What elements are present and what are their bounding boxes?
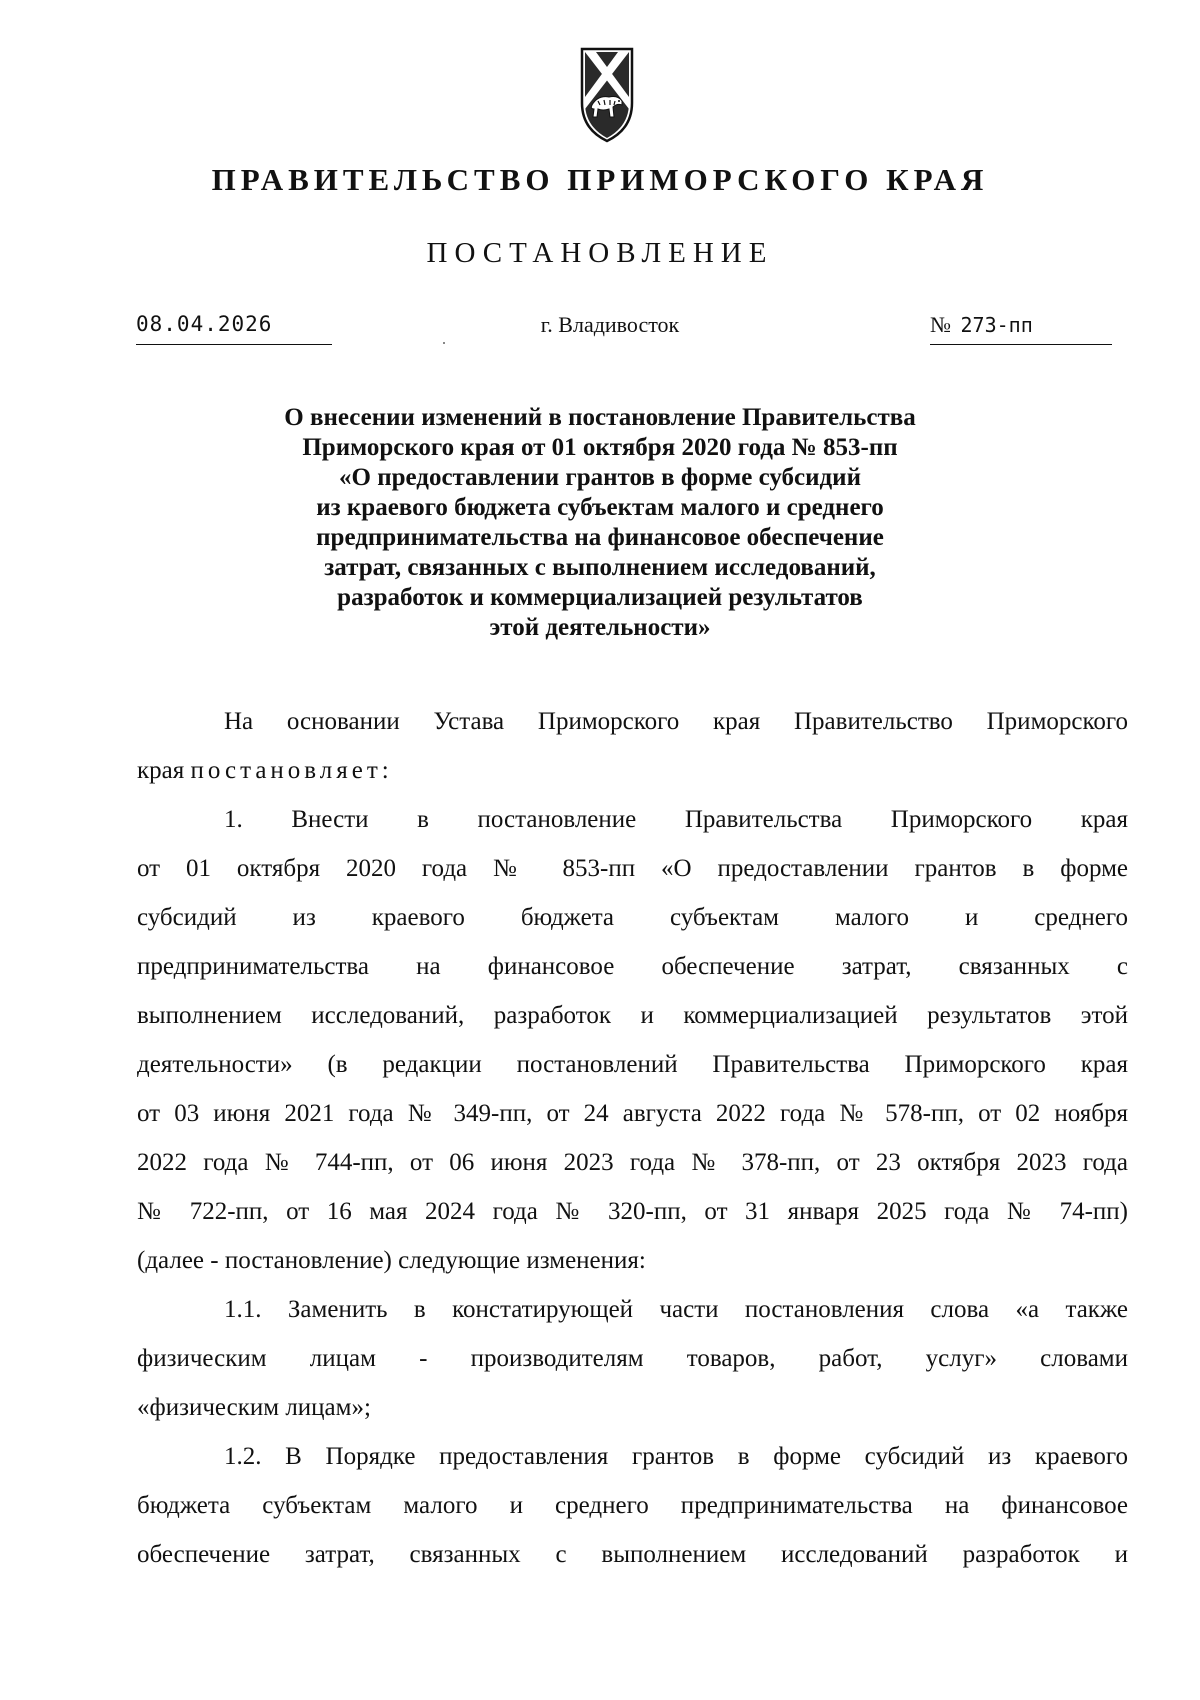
preamble-paragraph — [137, 697, 1128, 795]
body-line: 1.2. В Порядке предоставления грантов в форме субсидий из краевого — [224, 1443, 1128, 1470]
body-line: «физическим лицам»; — [137, 1394, 371, 1421]
subject-line: О внесении изменений в постановление Правительства — [284, 404, 916, 431]
document-city: г. Владивосток — [540, 312, 680, 337]
coat-of-arms — [576, 45, 638, 145]
body-line: На основании Устава Приморского края Правительство Приморского — [224, 708, 1128, 735]
body-line: бюджета субъектам малого и среднего предпринимательства на финансовое — [137, 1492, 1128, 1519]
subject-line: разработок и коммерциализацией результатов — [337, 584, 863, 611]
body-line: физическим лицам - производителям товаров, работ, услуг» словами — [137, 1345, 1128, 1372]
body-line: от 01 октября 2020 года № 853-пп «О предоставлении грантов в форме — [137, 855, 1128, 882]
body-line: обеспечение затрат, связанных с выполнением исследований разработок и — [137, 1541, 1128, 1568]
number-sign: № — [930, 312, 951, 337]
body-line: 1. Внести в постановление Правительства Приморского края — [224, 806, 1128, 833]
preamble-word: края — [137, 757, 185, 784]
scan-dot — [443, 342, 445, 344]
number-value: 273-пп — [960, 313, 1033, 337]
body-line: (далее - постановление) следующие изменения: — [137, 1247, 646, 1274]
item-1-1-paragraph — [137, 1285, 1128, 1432]
item-1-paragraph — [137, 795, 1128, 1285]
subject-line: этой деятельности» — [489, 614, 711, 641]
document-body — [137, 697, 1128, 1579]
subject-line: Приморского края от 01 октября 2020 года № 853-пп — [302, 434, 898, 461]
body-line: 2022 года № 744-пп, от 06 июня 2023 года № 378-пп, от 23 октября 2023 года — [137, 1149, 1128, 1176]
body-line: субсидий из краевого бюджета субъектам малого и среднего — [137, 904, 1128, 931]
body-line: от 03 июня 2021 года № 349-пп, от 24 августа 2022 года № 578-пп, от 02 ноября — [137, 1100, 1128, 1127]
body-line: № 722-пп, от 16 мая 2024 года № 320-пп, от 31 января 2025 года № 74-пп) — [137, 1198, 1128, 1225]
item-1-2-paragraph — [137, 1432, 1128, 1579]
document-type: ПОСТАНОВЛЕНИЕ — [426, 237, 774, 269]
primorsky-krai-coat-of-arms-icon — [576, 45, 638, 145]
document-number — [930, 312, 1112, 345]
body-line — [137, 746, 1128, 795]
body-line: выполнением исследований, разработок и коммерциализацией результатов этой — [137, 1002, 1128, 1029]
document-date: 08.04.2026 — [136, 312, 332, 345]
subject-line: затрат, связанных с выполнением исследований, — [324, 554, 876, 581]
subject-line: предпринимательства на финансовое обеспечение — [316, 524, 884, 551]
resolves-word: постановляет: — [190, 757, 393, 784]
body-line: предпринимательства на финансовое обеспечение затрат, связанных с — [137, 953, 1128, 980]
government-title: ПРАВИТЕЛЬСТВО ПРИМОРСКОГО КРАЯ — [211, 162, 989, 197]
body-line: деятельности» (в редакции постановлений Правительства Приморского края — [137, 1051, 1128, 1078]
subject-line: «О предоставлении грантов в форме субсидий — [339, 464, 861, 491]
document-subject — [200, 403, 1000, 643]
body-line: 1.1. Заменить в констатирующей части постановления слова «а также — [224, 1296, 1128, 1323]
subject-line: из краевого бюджета субъектам малого и среднего — [316, 494, 884, 521]
